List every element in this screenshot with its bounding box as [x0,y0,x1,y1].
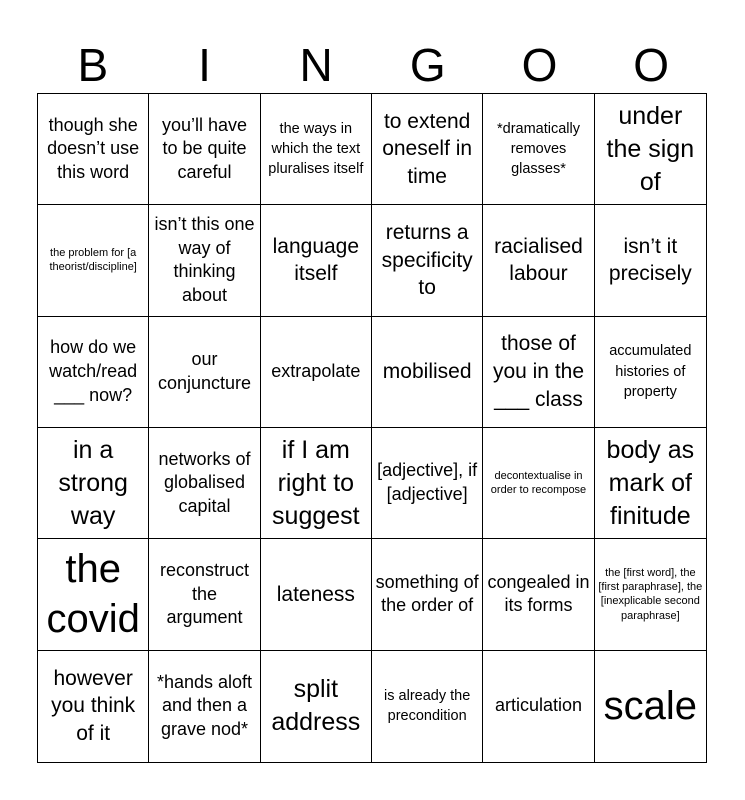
bingo-cell[interactable]: under the sign of [595,94,706,205]
bingo-cell[interactable]: to extend oneself in time [372,94,483,205]
bingo-header [37,38,707,92]
header-letter-g: G [409,39,446,91]
bingo-cell[interactable]: articulation [483,651,594,762]
bingo-cell[interactable]: something of the order of [372,539,483,650]
bingo-cell[interactable]: the ways in which the text pluralises itself [261,94,372,205]
bingo-cell[interactable]: *hands aloft and then a grave nod* [149,651,260,762]
bingo-cell[interactable]: body as mark of finitude [595,428,706,539]
bingo-cell[interactable]: in a strong way [38,428,149,539]
bingo-cell[interactable]: the problem for [a theorist/discipline] [38,205,149,316]
bingo-cell[interactable]: you’ll have to be quite careful [149,94,260,205]
bingo-cell[interactable]: scale [603,684,698,729]
bingo-cell[interactable]: congealed in its forms [483,539,594,650]
bingo-cell[interactable]: however you think of it [38,651,149,762]
bingo-cell[interactable]: though she doesn’t use this word [38,94,149,205]
bingo-cell[interactable]: the covid [38,539,149,650]
bingo-cell[interactable]: racialised labour [483,205,594,316]
bingo-cell[interactable]: accumulated histories of property [595,317,706,428]
bingo-cell[interactable]: is already the precondition [372,651,483,762]
header-letter-o-2: O [633,39,669,91]
bingo-cell[interactable]: how do we watch/read ___ now? [38,317,149,428]
bingo-cell[interactable]: networks of globalised capital [149,428,260,539]
bingo-cell[interactable]: mobilised [372,317,483,428]
header-letter-o: O [521,39,558,91]
bingo-cell[interactable]: [adjective], if [adjective] [372,428,483,539]
bingo-cell[interactable]: returns a specificity to [372,205,483,316]
bingo-cell[interactable]: isn’t it precisely [595,205,706,316]
bingo-cell[interactable]: extrapolate [261,317,372,428]
bingo-cell[interactable]: our conjuncture [149,317,260,428]
header-letter-n: N [299,39,333,91]
bingo-board [37,93,707,763]
bingo-cell[interactable]: the [first word], the [first paraphrase], the [inexplicable second paraphrase] [595,539,706,650]
bingo-cell[interactable]: language itself [261,205,372,316]
bingo-cell[interactable]: those of you in the ___ class [483,317,594,428]
bingo-cell[interactable]: split address [261,651,372,762]
bingo-cell[interactable]: reconstruct the argument [149,539,260,650]
bingo-cell[interactable]: lateness [261,539,372,650]
header-letter-i: I [198,39,211,91]
bingo-cell[interactable]: decontextualise in order to recompose [483,428,594,539]
header-letter-b: B [77,39,109,91]
bingo-cell[interactable]: isn’t this one way of thinking about [149,205,260,316]
bingo-cell[interactable]: *dramatically removes glasses* [483,94,594,205]
bingo-cell[interactable]: if I am right to suggest [261,428,372,539]
